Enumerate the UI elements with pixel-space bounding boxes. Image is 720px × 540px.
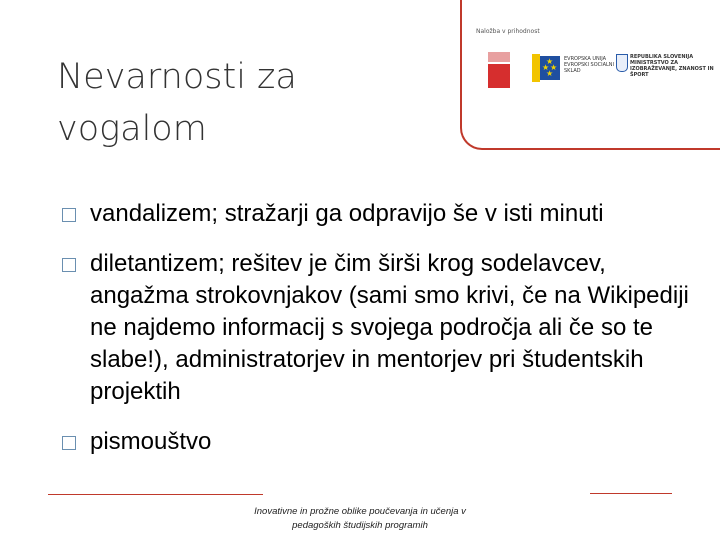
footer-divider-left [48, 494, 263, 495]
ministry-logo-text: REPUBLIKA SLOVENIJA MINISTRSTVO ZA IZOBRAŽEVANJE, ZNANOST IN ŠPORT [630, 54, 714, 78]
eu-logo-text: EVROPSKA UNIJA EVROPSKI SOCIALNI SKLAD [564, 56, 615, 74]
bullet-text: vandalizem; stražarji ga odpravijo še v isti minuti [90, 200, 604, 227]
bullet-item [62, 198, 692, 230]
bullet-list [62, 198, 692, 458]
slide-title [57, 51, 387, 155]
slide-footer [200, 505, 520, 533]
bullet-box-icon [62, 258, 76, 272]
bullet-box-icon [62, 208, 76, 222]
university-logo [488, 52, 510, 88]
eu-flag-icon: ★ ★ ★ ★ [540, 56, 560, 80]
bullet-box-icon [62, 436, 76, 450]
bullet-text: diletantizem; rešitev je čim širši krog sodelavcev, angažma strokovnjakov (sami smo krivi, če na Wikipediji ne najdemo informacij s svojega področja ali če so te slabe!), administratorjev in mentorjev pri študentskih projektih [90, 250, 689, 405]
sponsor-logo-frame [460, 0, 720, 150]
bullet-text: pismouštvo [90, 428, 212, 455]
footer-line-2: pedagoških študijskih programih [292, 520, 428, 531]
footer-line-1: Inovativne in prožne oblike poučevanja in učenja v [254, 506, 466, 517]
bullet-item [62, 248, 692, 408]
bullet-item [62, 426, 692, 458]
footer-divider-right [590, 493, 672, 494]
slide-title-line-1: Nevarnosti za [57, 57, 297, 98]
logo-tagline: Naložba v prihodnost [476, 28, 540, 35]
slide-title-line-2: vogalom [57, 109, 207, 150]
coat-of-arms-icon [616, 54, 628, 72]
